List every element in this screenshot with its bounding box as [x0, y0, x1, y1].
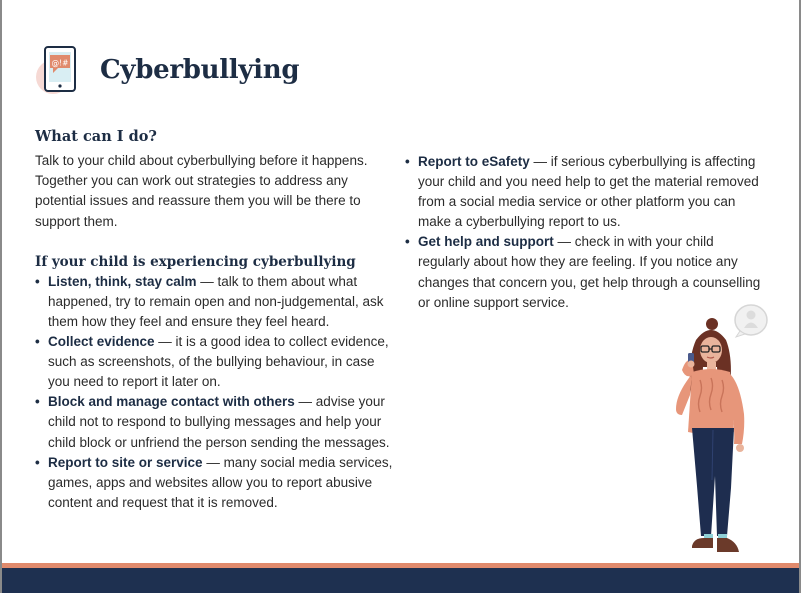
- list-item: [35, 392, 395, 452]
- bullet-title: Get help and support: [418, 234, 554, 250]
- footer-bar: [2, 568, 799, 593]
- bullet-title: Report to eSafety: [418, 154, 530, 169]
- bullet-text: — if serious cyberbullying is affecting your child and you need help to get the material removed from a social media service or other platform you can make a cyberbullying report to us.: [418, 154, 759, 230]
- icon-glyph: @!#: [51, 58, 69, 68]
- list-item: [405, 152, 765, 232]
- right-column: [405, 152, 765, 313]
- left-bullet-list: [35, 272, 395, 513]
- intro-paragraph: Talk to your child about cyberbullying before it happens. Together you can work out strategies to address any potential issues and reassure them you will be there to support them.: [35, 153, 368, 229]
- right-bullet-list: [405, 152, 765, 313]
- bullet-title: Report to site or service: [48, 454, 203, 470]
- page-title: Cyberbullying: [100, 55, 300, 85]
- list-item: [35, 272, 395, 332]
- bullet-text: — check in with your child regularly about how they are feeling. If you notice any changes that concern you, get help through a counselling or online support service.: [418, 234, 761, 310]
- page-border-left: [0, 0, 2, 593]
- speech-bubble-icon: [735, 305, 767, 337]
- list-item: [35, 332, 395, 392]
- page-header: [36, 45, 299, 95]
- list-item: [35, 453, 395, 513]
- bullet-title: Listen, think, stay calm: [48, 273, 197, 289]
- woman-on-phone-illustration: [660, 300, 780, 562]
- subsection-heading: If your child is experiencing cyberbullying: [35, 253, 356, 270]
- section-heading: What can I do?: [35, 128, 157, 145]
- bullet-text: — it is a good idea to collect evidence, such as screenshots, of the bullying behaviour, in case you need to report it later on.: [48, 334, 389, 390]
- phone-speech-icon: [36, 45, 92, 95]
- bullet-title: Collect evidence: [48, 334, 155, 350]
- bullet-text: — advise your child not to respond to bullying messages and help your child block or unfriend the person sending the messages.: [48, 394, 390, 450]
- bullet-title: Block and manage contact with others: [48, 394, 295, 410]
- bullet-text: — talk to them about what happened, try to remain open and non-judgemental, ask them how they feel and ensure they feel heard.: [48, 273, 384, 329]
- left-column: [35, 128, 395, 513]
- bullet-text: — many social media services, games, apps and websites allow you to report abusive content and request that it is removed.: [48, 454, 393, 510]
